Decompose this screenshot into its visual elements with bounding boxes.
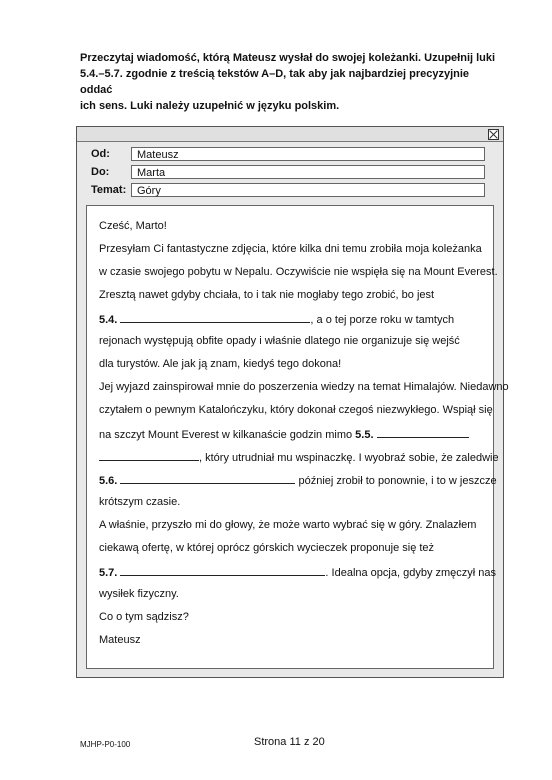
message-line: ciekawą ofertę, w której oprócz górskich wycieczek proponuje się też xyxy=(99,542,435,554)
task-instruction xyxy=(80,50,500,114)
instruction-line: Przeczytaj wiadomość, którą Mateusz wysłał do swojej koleżanki. Uzupełnij luki xyxy=(80,52,496,64)
message-line xyxy=(99,450,499,464)
from-field[interactable]: Mateusz xyxy=(131,147,485,161)
message-text: , który utrudniał mu wspinaczkę. I wyobraź sobie, że zaledwie xyxy=(199,452,499,464)
message-text: , a o tej porze roku w tamtych xyxy=(310,314,455,326)
message-line: A właśnie, przyszło mi do głowy, że może warto wybrać się w góry. Znalazłem xyxy=(99,519,477,531)
from-label: Od: xyxy=(91,148,110,160)
message-line: Co o tym sądzisz? xyxy=(99,611,189,623)
page-number: Strona 11 z 20 xyxy=(254,736,325,748)
message-line: krótszym czasie. xyxy=(99,496,181,508)
window-titlebar xyxy=(77,127,503,142)
message-line: Jej wyjazd zainspirował mnie do poszerzenia wiedzy na temat Himalajów. Niedawno xyxy=(99,381,509,393)
answer-gap-5-5[interactable] xyxy=(377,427,469,438)
subject-row xyxy=(91,183,487,199)
to-row xyxy=(91,165,487,181)
signature: Mateusz xyxy=(99,634,141,646)
message-line: Przesyłam Ci fantastyczne zdjęcia, które kilka dni temu zrobiła moja koleżanka xyxy=(99,243,482,255)
gap-number: 5.7. xyxy=(99,567,118,579)
to-label: Do: xyxy=(91,166,110,178)
close-icon[interactable] xyxy=(488,129,499,140)
message-text: . Idealna opcja, gdyby zmęczył nas xyxy=(325,567,497,579)
message-line: wysiłek fizyczny. xyxy=(99,588,179,600)
subject-label: Temat: xyxy=(91,184,127,196)
message-line xyxy=(99,427,469,441)
instruction-line: 5.4.–5.7. zgodnie z treścią tekstów A–D, tak aby jak najbardziej precyzyjnie oddać xyxy=(80,68,470,96)
message-line xyxy=(99,565,496,579)
from-row xyxy=(91,147,487,163)
gap-number: 5.5. xyxy=(355,429,374,441)
answer-gap-5-7[interactable] xyxy=(120,565,325,576)
email-window xyxy=(76,126,509,678)
message-line xyxy=(99,473,497,487)
message-body[interactable] xyxy=(86,205,509,669)
instruction-line: ich sens. Luki należy uzupełnić w języku polskim. xyxy=(80,100,340,112)
message-line: rejonach występują obfite opady i właśnie dlatego nie organizuje się wejść xyxy=(99,335,460,347)
message-line: czytałem o pewnym Katalończyku, który dokonał czegoś niezwykłego. Wspiął się xyxy=(99,404,493,416)
answer-gap-5-6[interactable] xyxy=(120,473,295,484)
exam-code: MJHP-P0-100 xyxy=(80,740,131,749)
answer-gap-5-4[interactable] xyxy=(120,312,310,323)
to-field[interactable]: Marta xyxy=(131,165,485,179)
message-line: w czasie swojego pobytu w Nepalu. Oczywiście nie wspięła się na Mount Everest. xyxy=(99,266,498,278)
gap-number: 5.4. xyxy=(99,314,118,326)
message-line xyxy=(99,312,454,326)
subject-field[interactable]: Góry xyxy=(131,183,485,197)
message-text: później zrobił to ponownie, i to w jeszcze xyxy=(295,475,497,487)
gap-number: 5.6. xyxy=(99,475,118,487)
message-line: Zresztą nawet gdyby chciała, to i tak nie mogłaby tego zrobić, bo jest xyxy=(99,289,435,301)
message-line: Cześć, Marto! xyxy=(99,220,167,232)
message-line: dla turystów. Ale jak ją znam, kiedyś tego dokona! xyxy=(99,358,342,370)
answer-gap-5-5-cont[interactable] xyxy=(99,450,199,461)
message-text: na szczyt Mount Everest w kilkanaście godzin mimo xyxy=(99,429,356,441)
